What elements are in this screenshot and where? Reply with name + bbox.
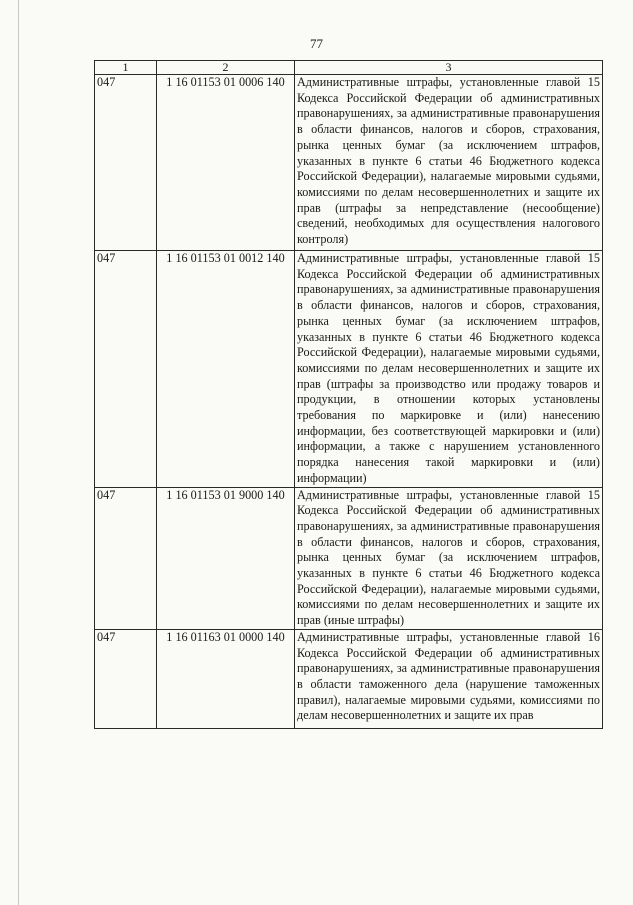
table-row <box>95 487 603 629</box>
description-cell: Административные штрафы, установленные главой 16 Кодекса Российской Федерации об административных правонарушениях, за административные правонарушения в области таможенного дела (нарушение таможенных правил), налагаемые мировыми судьями, комиссиями по делам несовершеннолетних и защите их прав <box>295 629 603 728</box>
budget-code-cell: 1 16 01163 01 0000 140 <box>157 629 295 728</box>
description-cell: Административные штрафы, установленные главой 15 Кодекса Российской Федерации об административных правонарушениях, за административные правонарушения в области финансов, налогов и сборов, страхования, рынка ценных бумаг (за исключением штрафов, указанных в пункте 6 статьи 46 Бюджетного кодекса Российской Федерации), налагаемые мировыми судьями, комиссиями по делам несовершеннолетних и защите их прав (иные штрафы) <box>295 487 603 629</box>
description-cell: Административные штрафы, установленные главой 15 Кодекса Российской Федерации об административных правонарушениях, за административные правонарушения в области финансов, налогов и сборов, страхования, рынка ценных бумаг (за исключением штрафов, указанных в пункте 6 статьи 46 Бюджетного кодекса Российской Федерации), налагаемые мировыми судьями, комиссиями по делам несовершеннолетних и защите их прав (штрафы за непредставление (несообщение) сведений, необходимых для осуществления налогового контроля) <box>295 75 603 251</box>
table-row <box>95 75 603 251</box>
description-cell: Административные штрафы, установленные главой 15 Кодекса Российской Федерации об административных правонарушениях, за административные правонарушения в области финансов, налогов и сборов, страхования, рынка ценных бумаг (за исключением штрафов, указанных в пункте 6 статьи 46 Бюджетного кодекса Российской Федерации), налагаемые мировыми судьями, комиссиями по делам несовершеннолетних и защите их прав (штрафы за производство или продажу товаров и продукции, в отношении которых установлены требования по маркировке и (или) нанесению информации, без соответствующей маркировки и (или) информации, а также с нарушением установленного порядка нанесения такой маркировки и (или) информации) <box>295 251 603 488</box>
column-header-2: 2 <box>157 61 295 75</box>
column-header-1: 1 <box>95 61 157 75</box>
table-row <box>95 251 603 488</box>
budget-codes-table <box>94 60 603 729</box>
admin-code-cell: 047 <box>95 629 157 728</box>
column-header-3: 3 <box>295 61 603 75</box>
budget-code-cell: 1 16 01153 01 0006 140 <box>157 75 295 251</box>
admin-code-cell: 047 <box>95 75 157 251</box>
budget-code-cell: 1 16 01153 01 9000 140 <box>157 487 295 629</box>
admin-code-cell: 047 <box>95 251 157 488</box>
admin-code-cell: 047 <box>95 487 157 629</box>
table-header-row <box>95 61 603 75</box>
page-number: 77 <box>310 36 323 51</box>
scan-edge-line <box>18 0 19 905</box>
table-row <box>95 629 603 728</box>
budget-code-cell: 1 16 01153 01 0012 140 <box>157 251 295 488</box>
